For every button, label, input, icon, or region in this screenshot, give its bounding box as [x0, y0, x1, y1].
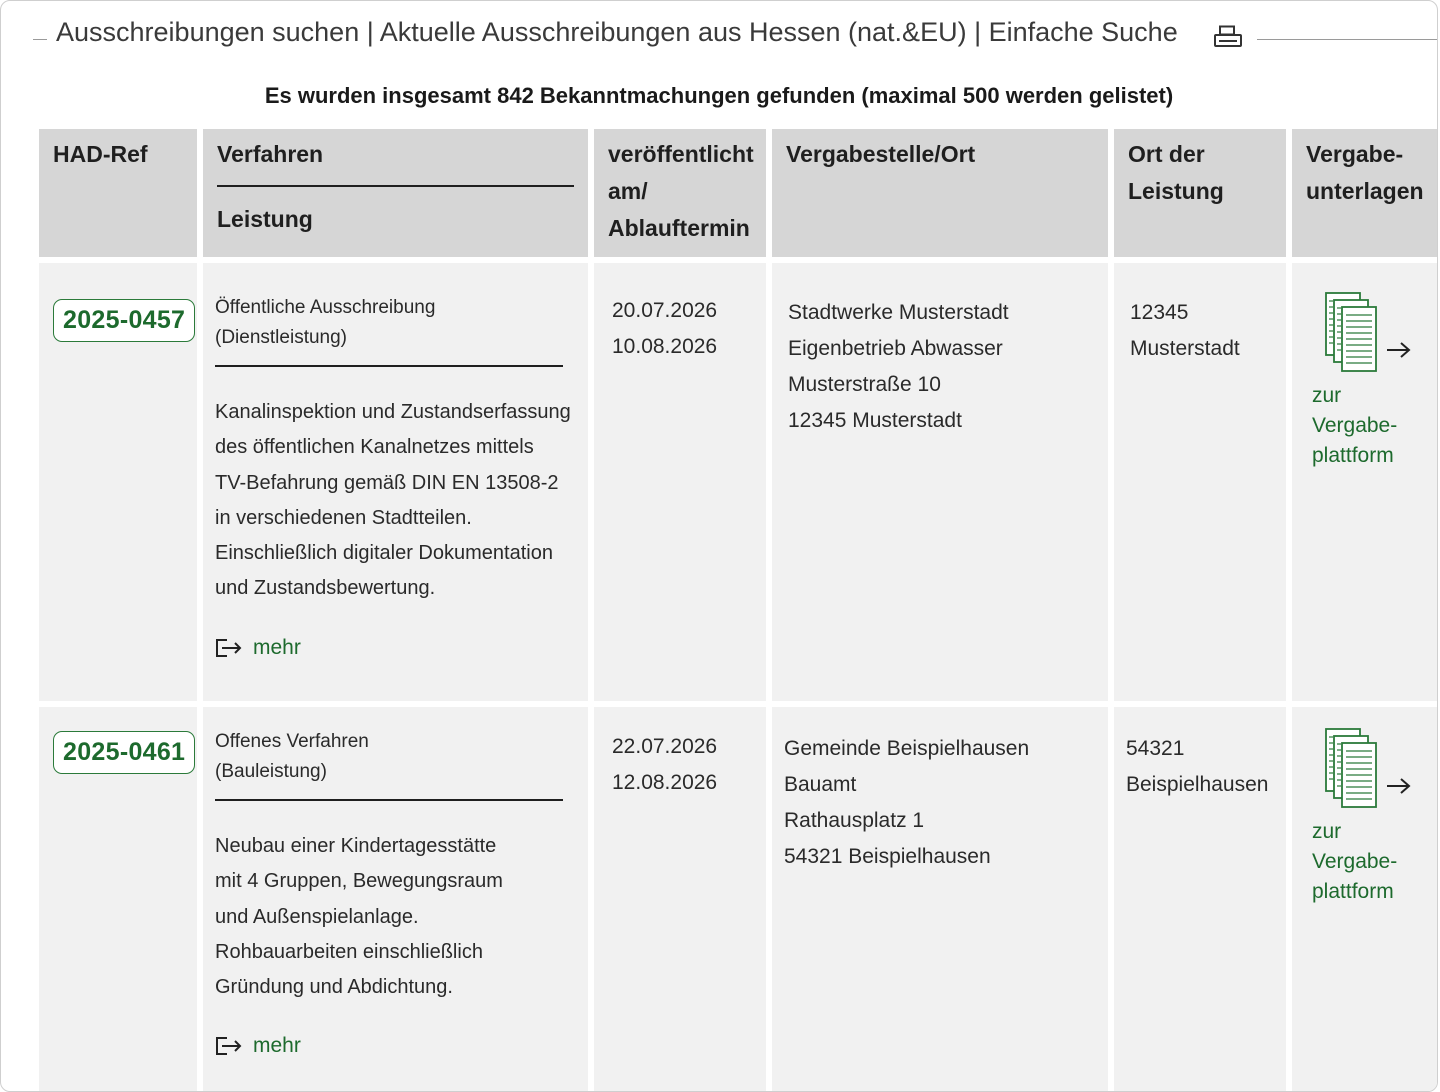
column-header-published-line3: Ablauftermin: [608, 215, 750, 241]
authority-line: Eigenbetrieb Abwasser: [788, 337, 1003, 360]
fieldset-line-left: [33, 39, 47, 40]
print-icon[interactable]: [1213, 25, 1243, 49]
documents-icon: [1324, 727, 1382, 811]
authority-line: Stadtwerke Musterstadt: [788, 301, 1009, 324]
fieldset-line-right: [1257, 39, 1437, 40]
table-row: [39, 263, 1438, 701]
cell-authority: [772, 263, 1108, 701]
description-line: mit 4 Gruppen, Bewegungsraum: [215, 870, 503, 893]
place-city: Musterstadt: [1130, 337, 1240, 360]
column-header-authority: Vergabestelle/Ort: [772, 129, 1108, 257]
more-link-label: mehr: [253, 1034, 301, 1058]
service-description: [215, 395, 574, 607]
page-title: Ausschreibungen suchen | Aktuelle Ausschreibungen aus Hessen (nat.&EU) | Einfache Suche: [56, 17, 1178, 47]
results-table: [33, 123, 1438, 1092]
vergabe-platform-label: [1312, 817, 1433, 907]
cell-place: [1114, 263, 1286, 701]
description-line: des öffentlichen Kanalnetzes mittels: [215, 436, 534, 459]
arrow-right-icon: [1384, 338, 1414, 362]
cell-docs: [1292, 263, 1438, 701]
description-line: und Außenspielanlage.: [215, 905, 419, 928]
column-header-docs-line2: unterlagen: [1306, 178, 1424, 204]
cell-ref: [39, 263, 197, 701]
column-header-published-line1: veröffentlicht: [608, 141, 754, 167]
service-description: [215, 829, 574, 1005]
table-row: [39, 707, 1438, 1091]
cell-authority: [772, 707, 1108, 1091]
cell-procedure: [203, 263, 588, 701]
column-header-docs-line1: Vergabe-: [1306, 141, 1404, 167]
table-header-row: [39, 129, 1438, 257]
cell-ref: [39, 707, 197, 1091]
procedure-name: Öffentliche Ausschreibung: [215, 297, 436, 318]
docs-label-line: plattform: [1312, 444, 1394, 467]
docs-label-line: zur: [1312, 384, 1342, 407]
authority-line: Musterstraße 10: [788, 373, 941, 396]
ref-badge[interactable]: 2025-0457: [53, 299, 195, 342]
column-header-place-line2: Leistung: [1128, 178, 1224, 204]
ref-badge[interactable]: 2025-0461: [53, 731, 195, 774]
docs-label-line: Vergabe-: [1312, 414, 1398, 437]
results-summary: Es wurden insgesamt 842 Bekanntmachungen gefunden (maximal 500 werden gelistet): [264, 83, 1174, 108]
column-header-procedure: [203, 129, 588, 257]
cell-docs: [1292, 707, 1438, 1091]
cell-dates: [594, 707, 766, 1091]
expiry-date: 10.08.2026: [612, 335, 718, 358]
column-header-published-line2: am/: [608, 178, 648, 204]
column-header-ref: HAD-Ref: [39, 129, 197, 257]
cell-procedure: [203, 707, 588, 1091]
procedure-type: [215, 727, 563, 801]
cell-place: [1114, 707, 1286, 1091]
description-line: Gründung und Abdichtung.: [215, 976, 453, 999]
authority-line: 12345 Musterstadt: [788, 409, 962, 432]
more-link[interactable]: [215, 1031, 574, 1061]
procedure-name: Offenes Verfahren: [215, 731, 369, 752]
published-date: 22.07.2026: [612, 735, 718, 758]
open-details-icon: [215, 1036, 243, 1056]
published-date: 20.07.2026: [612, 299, 718, 322]
more-link[interactable]: [215, 633, 574, 663]
cell-dates: [594, 263, 766, 701]
description-line: Einschließlich digitaler Dokumentation: [215, 542, 553, 565]
documents-icon: [1324, 291, 1382, 375]
arrow-right-icon: [1384, 774, 1414, 798]
place-city: Beispielhausen: [1126, 773, 1269, 796]
place-zip: 54321: [1126, 737, 1185, 760]
column-header-place: [1114, 129, 1286, 257]
docs-label-line: plattform: [1312, 880, 1394, 903]
more-link-label: mehr: [253, 635, 301, 659]
expiry-date: 12.08.2026: [612, 771, 718, 794]
docs-label-line: Vergabe-: [1312, 850, 1398, 873]
authority-line: Bauamt: [784, 773, 857, 796]
procedure-type: [215, 293, 563, 367]
column-header-place-line1: Ort der: [1128, 141, 1205, 167]
place-zip: 12345: [1130, 301, 1189, 324]
vergabe-platform-link[interactable]: [1312, 727, 1433, 907]
column-header-docs: [1292, 129, 1438, 257]
description-line: Neubau einer Kindertagesstätte: [215, 835, 497, 857]
authority-line: 54321 Beispielhausen: [784, 845, 991, 868]
column-header-published: [594, 129, 766, 257]
procedure-category: (Bauleistung): [215, 761, 327, 782]
description-line: Kanalinspektion und Zustandserfassung: [215, 401, 571, 423]
authority-line: Rathausplatz 1: [784, 809, 925, 832]
open-details-icon: [215, 638, 243, 658]
description-line: TV-Befahrung gemäß DIN EN 13508-2: [215, 471, 559, 494]
description-line: in verschiedenen Stadtteilen.: [215, 506, 472, 529]
vergabe-platform-label: [1312, 381, 1433, 471]
description-line: und Zustandsbewertung.: [215, 577, 436, 600]
description-line: Rohbauarbeiten einschließlich: [215, 940, 483, 963]
column-header-service-label: Leistung: [217, 206, 313, 232]
vergabe-platform-link[interactable]: [1312, 291, 1433, 471]
procedure-category: (Dienstleistung): [215, 327, 347, 348]
authority-line: Gemeinde Beispielhausen: [784, 737, 1030, 760]
docs-label-line: zur: [1312, 820, 1342, 843]
column-header-procedure-label: Verfahren: [217, 136, 574, 187]
